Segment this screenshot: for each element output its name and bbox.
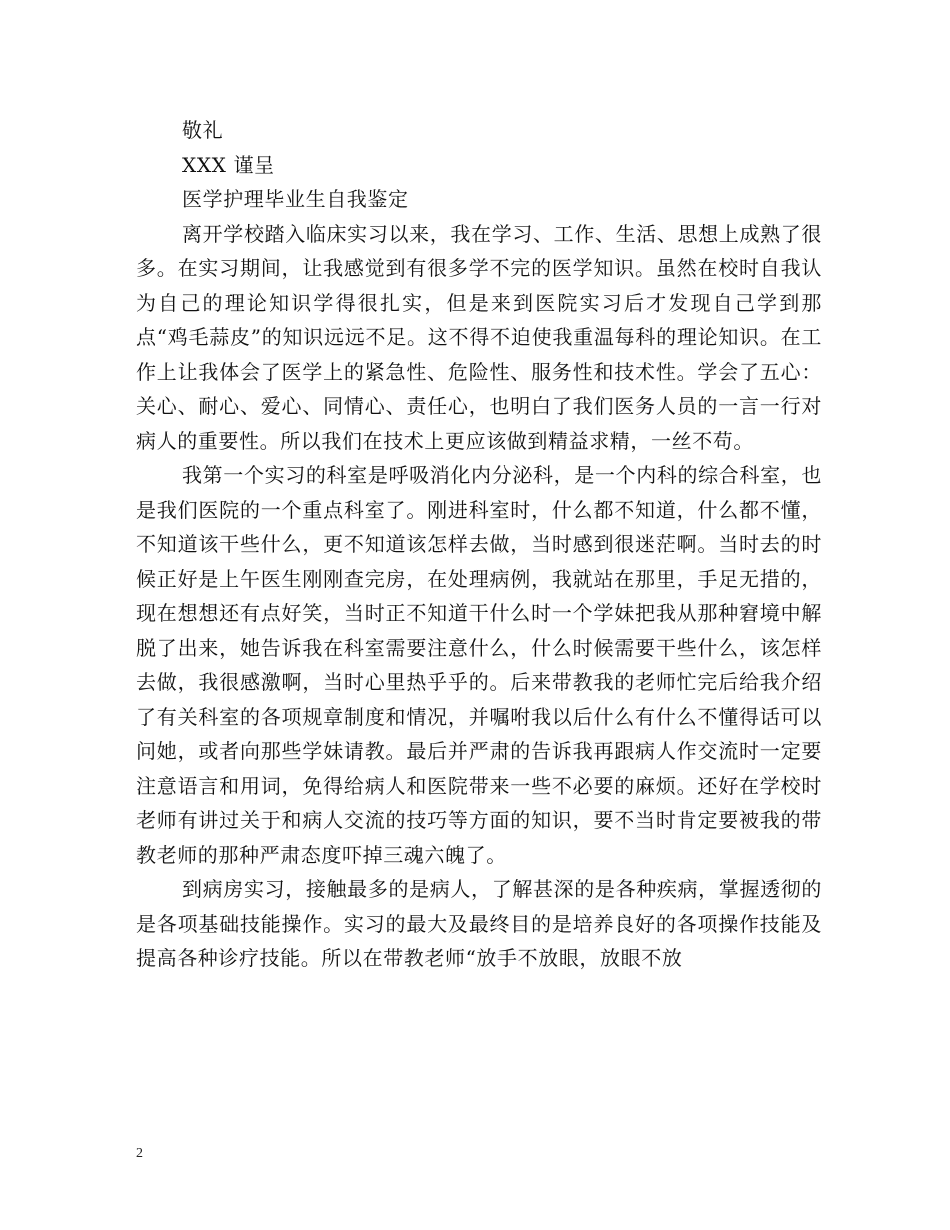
page-number: 2 bbox=[136, 1146, 143, 1161]
paragraph-3: 到病房实习，接触最多的是病人，了解甚深的是各种疾病，掌握透彻的是各项基础技能操作。实习的最大及最终目的是培养良好的各项操作技能及提高各种诊疗技能。所以在带教老师“放手不放眼，放眼不放 bbox=[136, 877, 822, 970]
paragraph-1: 离开学校踏入临床实习以来，我在学习、工作、生活、思想上成熟了很多。在实习期间，让我感觉到有很多学不完的医学知识。虽然在校时自我认为自己的理论知识学得很扎实，但是来到医院实习后才发现自己学到那点“鸡毛蒜皮”的知识远远不足。这不得不迫使我重温每科的理论知识。在工作上让我体会了医学上的紧急性、危险性、服务性和技术性。学会了五心：关心、耐心、爱心、同情心、责任心，也明白了我们医务人员的一言一行对病人的重要性。所以我们在技术上更应该做到精益求精，一丝不苟。 bbox=[136, 221, 822, 453]
paragraph-2: 我第一个实习的科室是呼吸消化内分泌科，是一个内科的综合科室，也是我们医院的一个重点科室了。刚进科室时，什么都不知道，什么都不懂，不知道该干些什么，更不知道该怎样去做，当时感到很迷茫啊。当时去的时候正好是上午医生刚刚查完房，在处理病例，我就站在那里，手足无措的，现在想想还有点好笑，当时正不知道干什么时一个学妹把我从那种窘境中解脱了出来，她告诉我在科室需要注意什么，什么时候需要干些什么，该怎样去做，我很感激啊，当时心里热乎乎的。后来带教我的老师忙完后给我介绍了有关科室的各项规章制度和情况，并嘱咐我以后什么有什么不懂得话可以问她，或者向那些学妹请教。最后并严肃的告诉我再跟病人作交流时一定要注意语言和用词，免得给病人和医院带来一些不必要的麻烦。还好在学校时老师有讲过关于和病人交流的技巧等方面的知识，要不当时肯定要被我的带教老师的那种严肃态度吓掉三魂六魄了。 bbox=[136, 463, 822, 867]
document-body bbox=[136, 113, 822, 976]
closing-line: 敬礼 bbox=[182, 118, 224, 142]
document-title: 医学护理毕业生自我鉴定 bbox=[182, 187, 409, 211]
signature-line: XXX 谨呈 bbox=[182, 152, 275, 177]
